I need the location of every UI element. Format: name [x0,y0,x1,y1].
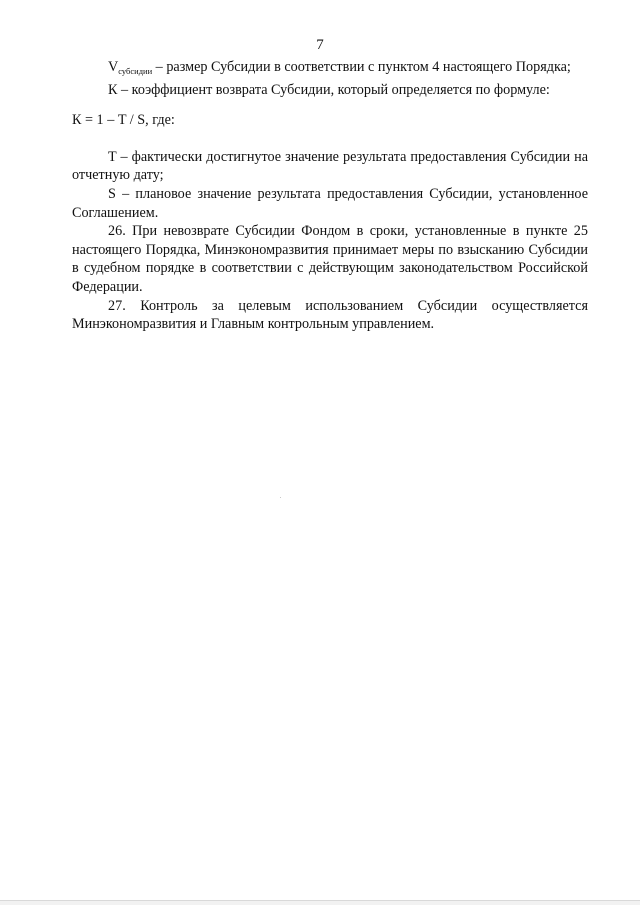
formula: К = 1 – T / S, где: [72,112,175,129]
scan-bottom-edge [0,900,640,905]
page-number: 7 [316,37,324,53]
v-subscript: субсидии [118,66,153,76]
v-definition-text: – размер Субсидии в соответствии с пунктом 4 настоящего Порядка; [152,59,571,75]
paragraph-v-definition [72,58,588,81]
paragraph-item-26: 26. При невозврате Субсидии Фондом в сроки, установленные в пункте 25 настоящего Порядка, Минэкономразвития принимает меры по взысканию Субсидии в судебном порядке в соответствии с действующим законодательством Российской Федерации. [72,223,588,295]
paragraph-k-definition: К – коэффициент возврата Субсидии, который определяется по формуле: [108,81,550,98]
paragraph-t-definition: T – фактически достигнутое значение результата предоставления Субсидии на отчетную дату; [72,148,588,184]
v-symbol: V [108,59,119,75]
scan-speck [280,497,281,498]
paragraph-item-27: 27. Контроль за целевым использованием Субсидии осуществляется Минэкономразвития и Главным контрольным управлением. [72,297,588,333]
document-body [72,58,588,334]
paragraph-s-definition: S – плановое значение результата предоставления Субсидии, установленное Соглашением. [72,185,588,221]
